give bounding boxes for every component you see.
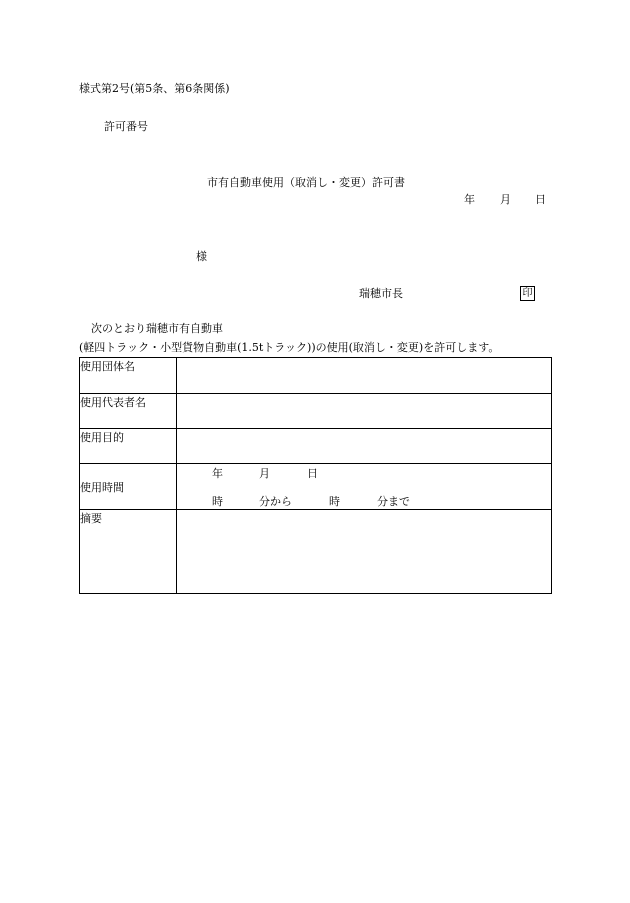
organization-name-label: 使用団体名 <box>80 358 177 394</box>
addressee-honorific: 様 <box>196 250 207 263</box>
table-row <box>80 358 552 394</box>
remarks-label: 摘要 <box>80 510 177 594</box>
issuer-name: 瑞穂市長 <box>359 287 403 300</box>
remarks-field <box>177 510 552 594</box>
usage-time-label: 使用時間 <box>80 464 177 510</box>
time-from-hour-label: 時 <box>212 495 223 508</box>
permit-details-table <box>79 357 552 594</box>
table-row <box>80 464 552 510</box>
permit-number-label: 許可番号 <box>104 120 148 133</box>
time-to-minute-label: 分まで <box>377 495 410 508</box>
organization-name-field <box>177 358 552 394</box>
date-day-label: 日 <box>535 193 546 206</box>
document-title: 市有自動車使用（取消し・変更）許可書 <box>207 176 405 189</box>
table-row <box>80 510 552 594</box>
purpose-label: 使用目的 <box>80 429 177 464</box>
purpose-field <box>177 429 552 464</box>
form-number: 様式第2号(第5条、第6条関係) <box>79 82 230 95</box>
seal-stamp-box: 印 <box>520 286 535 301</box>
usage-time-field <box>177 464 552 510</box>
body-text-line-1: 次のとおり瑞穂市有自動車 <box>91 322 223 335</box>
time-month-label: 月 <box>259 467 270 480</box>
representative-name-label: 使用代表者名 <box>80 394 177 429</box>
time-from-minute-label: 分から <box>259 495 292 508</box>
time-year-label: 年 <box>212 467 223 480</box>
body-text-line-2: (軽四トラック・小型貨物自動車(1.5tトラック))の使用(取消し・変更)を許可します。 <box>79 341 500 354</box>
table-row <box>80 394 552 429</box>
representative-name-field <box>177 394 552 429</box>
time-day-label: 日 <box>307 467 318 480</box>
date-month-label: 月 <box>500 193 511 206</box>
time-to-hour-label: 時 <box>329 495 340 508</box>
table-row <box>80 429 552 464</box>
date-year-label: 年 <box>464 193 475 206</box>
